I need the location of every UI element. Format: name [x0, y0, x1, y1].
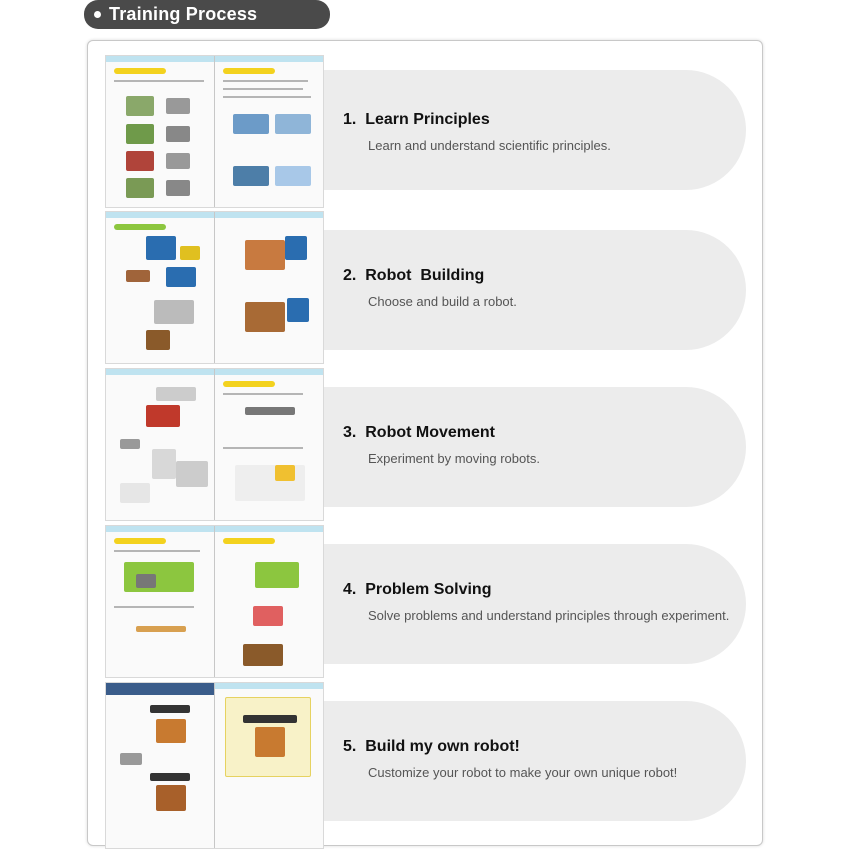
step-3-description: Experiment by moving robots.	[368, 451, 540, 466]
step-1-background	[312, 70, 746, 190]
step-5-thumbnail	[105, 682, 324, 849]
book-page-left	[106, 56, 215, 207]
step-4-background	[312, 544, 746, 664]
step-1-title: 1. Learn Principles	[343, 111, 490, 128]
step-2-title: 2. Robot Building	[343, 267, 485, 284]
book-page-left	[106, 212, 215, 363]
step-3-background	[312, 387, 746, 507]
step-2-description: Choose and build a robot.	[368, 294, 517, 309]
step-4-title: 4. Problem Solving	[343, 581, 492, 598]
step-1	[88, 41, 764, 197]
step-1-description: Learn and understand scientific principles.	[368, 138, 611, 153]
step-5-description: Customize your robot to make your own unique robot!	[368, 765, 678, 780]
book-page-right	[215, 56, 324, 207]
book-page-right	[215, 369, 324, 520]
step-5-title: 5. Build my own robot!	[343, 738, 520, 755]
book-page-right	[215, 212, 324, 363]
bullet-icon	[94, 11, 101, 18]
step-4-thumbnail	[105, 525, 324, 678]
step-3-title: 3. Robot Movement	[343, 424, 496, 441]
step-2-thumbnail	[105, 211, 324, 364]
book-page-left	[106, 683, 215, 848]
step-2	[88, 197, 764, 353]
step-4	[88, 511, 764, 667]
training-process-panel	[87, 40, 763, 846]
step-5	[88, 668, 764, 824]
book-page-right	[215, 526, 324, 677]
step-3	[88, 354, 764, 510]
step-2-background	[312, 230, 746, 350]
section-title: Training Process	[109, 4, 258, 24]
step-5-background	[312, 701, 746, 821]
step-3-thumbnail	[105, 368, 324, 521]
book-page-left	[106, 369, 215, 520]
step-1-thumbnail	[105, 55, 324, 208]
step-4-description: Solve problems and understand principles through experiment.	[368, 608, 730, 623]
book-page-left	[106, 526, 215, 677]
book-page-right	[215, 683, 324, 848]
section-header	[84, 0, 330, 29]
